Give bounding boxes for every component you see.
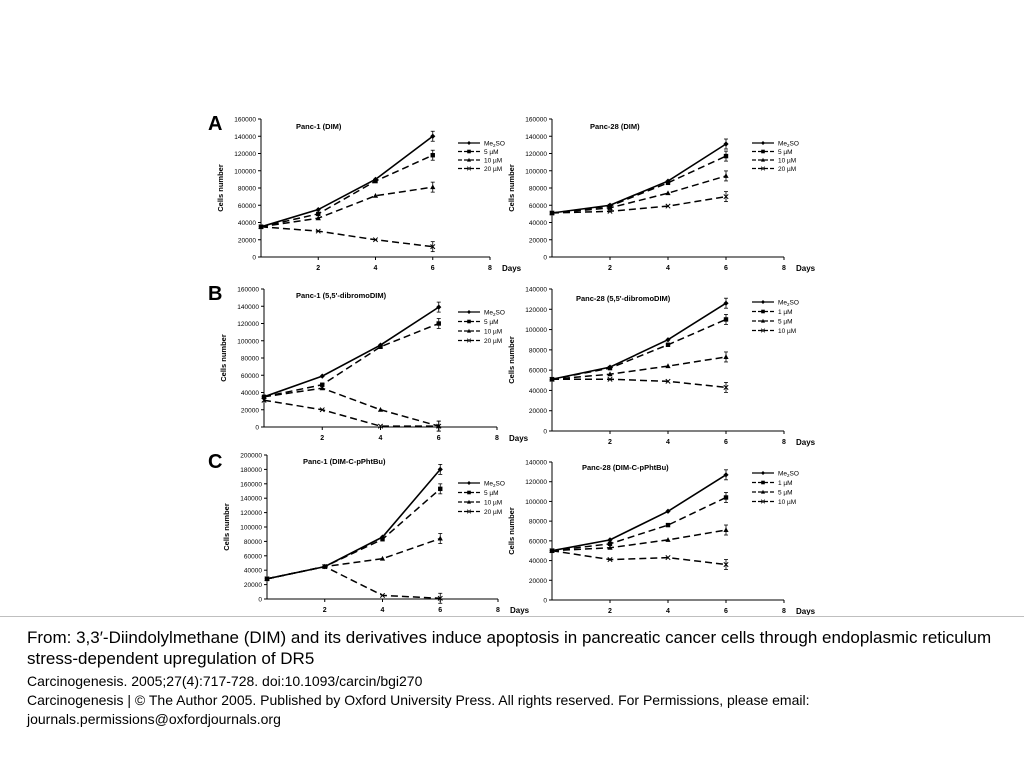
caption-rights: Carcinogenesis | © The Author 2005. Published by Oxford University Press. All rights reserved. For Permissions, please email: journals.permissions@oxfordjournals.org — [27, 692, 810, 727]
panel-5-legend-label-4: 20 µM — [484, 508, 503, 516]
panel-1-series-line-4 — [261, 227, 433, 247]
panel-5-y-tick-label: 100000 — [240, 524, 262, 532]
panel-6-x-tick-label: 6 — [724, 608, 728, 615]
panel-3-series-point-2 — [378, 345, 382, 349]
panel-6-legend-label-3: 5 µM — [778, 489, 793, 497]
panel-2-legend-label-1: $Me_2SO$ — [778, 140, 799, 148]
panel-3-x-tick-label: 6 — [436, 435, 441, 442]
panel-5-legend-label-3: 10 µM — [484, 499, 503, 507]
panel-4-series-line-3 — [552, 357, 726, 379]
panel-5-y-tick-label: 180000 — [240, 466, 262, 474]
panel-6-legend-label-1: $Me_2SO$ — [778, 470, 799, 478]
panel-2-y-tick-label: 160000 — [525, 116, 547, 124]
panel-2-series-point-2 — [666, 181, 670, 185]
panel-2-legend-label-2: 5 µM — [778, 148, 793, 156]
panel-2-y-tick-label: 20000 — [528, 237, 547, 245]
panel-2-series-line-1 — [552, 144, 726, 213]
panel-letter-C: C — [208, 451, 223, 473]
panel-5-x-label: Days — [510, 606, 530, 615]
panel-5-y-tick-label: 20000 — [243, 582, 262, 590]
panel-4-series-line-4 — [552, 379, 726, 387]
panel-2-y-tick-label: 0 — [543, 254, 547, 262]
panel-5-x-tick-label: 6 — [438, 607, 443, 614]
panel-6-x-label: Days — [796, 607, 816, 615]
panel-6-y-tick-label: 100000 — [525, 498, 547, 506]
panel-2-x-label: Days — [796, 264, 816, 273]
panel-5-x-tick-label: 4 — [380, 607, 385, 614]
panel-2-x-tick-label: 4 — [666, 265, 670, 272]
panel-3-title: Panc-1 (5,5'-dibromoDIM) — [296, 291, 387, 300]
panel-4-legend-label-3: 5 µM — [778, 318, 793, 326]
panel-1-y-label: Cells number — [216, 164, 225, 212]
panel-2-x-tick-label: 8 — [782, 265, 786, 272]
panel-1-x-tick-label: 4 — [373, 265, 378, 272]
panel-4-y-tick-label: 140000 — [525, 286, 547, 294]
panel-5-y-label: Cells number — [222, 503, 231, 551]
panel-2-title: Panc-28 (DIM) — [590, 122, 640, 131]
panel-3-legend-label-3: 10 µM — [484, 328, 503, 336]
panel-3-series-line-3 — [264, 388, 439, 426]
panel-3-y-label: Cells number — [219, 334, 228, 382]
panel-6-legend-marker-2 — [761, 481, 765, 485]
panel-4-y-tick-label: 60000 — [528, 367, 547, 375]
panel-2-x-tick-label: 6 — [724, 265, 728, 272]
caption-divider — [0, 616, 1024, 617]
panel-3-y-tick-label: 80000 — [240, 355, 259, 363]
panel-5-y-tick-label: 60000 — [243, 553, 262, 561]
panel-2-legend-marker-1 — [761, 141, 765, 145]
panel-2-series-point-3 — [665, 190, 670, 195]
panel-3-y-tick-label: 120000 — [237, 321, 259, 328]
panel-4-x-tick-label: 6 — [724, 439, 728, 446]
panel-5-x-tick-label: 2 — [322, 607, 327, 614]
panel-4-y-tick-label: 80000 — [528, 347, 547, 355]
panel-4-x-tick-label: 4 — [666, 439, 670, 446]
panel-1-y-tick-label: 40000 — [237, 220, 256, 227]
panel-5-y-tick-label: 160000 — [240, 481, 262, 489]
panel-5-y-tick-label: 140000 — [240, 495, 262, 503]
panel-4-title: Panc-28 (5,5'-dibromoDIM) — [576, 294, 671, 303]
panel-2-y-tick-label: 40000 — [528, 220, 547, 227]
panel-6-x-tick-label: 2 — [608, 608, 612, 615]
panel-2-legend-label-3: 10 µM — [778, 157, 797, 165]
panel-1-y-tick-label: 140000 — [234, 133, 256, 141]
panel-2-y-tick-label: 100000 — [525, 168, 547, 176]
panel-3-x-tick-label: 2 — [320, 435, 325, 442]
panel-3-series-line-4 — [264, 400, 439, 426]
panel-3-legend-marker-1 — [467, 310, 471, 314]
panel-1-series-line-1 — [261, 136, 433, 227]
panel-5-y-tick-label: 40000 — [243, 567, 262, 575]
panel-3-y-tick-label: 140000 — [237, 303, 259, 311]
panel-1-legend-label-4: 20 µM — [484, 165, 503, 173]
panel-5-series-point-2 — [380, 537, 384, 541]
panel-3-x-label: Days — [509, 434, 529, 443]
panel-5-legend-marker-2 — [467, 491, 471, 495]
panel-6-y-tick-label: 140000 — [525, 459, 547, 467]
panel-4-y-tick-label: 100000 — [525, 327, 547, 335]
caption-title: From: 3,3′-Diindolylmethane (DIM) and its derivatives induce apoptosis in pancreatic cancer cells through endoplasmic reticulum stress-dependent upregulation of DR5 — [27, 628, 992, 668]
panel-6-series-line-2 — [552, 497, 726, 550]
panel-3-y-tick-label: 160000 — [237, 286, 259, 294]
panel-2-y-tick-label: 120000 — [525, 151, 547, 158]
panel-1-y-tick-label: 160000 — [234, 116, 256, 124]
panel-4-x-tick-label: 2 — [608, 439, 612, 446]
panel-6-series-line-1 — [552, 475, 726, 551]
panel-1-x-tick-label: 8 — [488, 265, 492, 272]
panel-2-y-tick-label: 60000 — [528, 202, 547, 210]
panel-5-y-tick-label: 200000 — [240, 452, 262, 460]
panel-1-legend-marker-1 — [467, 141, 471, 145]
panel-4-legend-label-1: $Me_2SO$ — [778, 299, 799, 307]
panel-1-y-tick-label: 20000 — [237, 237, 256, 245]
panel-5-legend-label-2: 5 µM — [484, 489, 499, 497]
panel-5-x-tick-label: 8 — [496, 607, 500, 614]
panel-3-y-tick-label: 60000 — [240, 372, 259, 380]
panel-2-legend-marker-2 — [761, 150, 765, 154]
panel-3-series-line-1 — [264, 307, 439, 397]
panel-5-legend-marker-1 — [467, 481, 471, 485]
panel-1-x-label: Days — [502, 264, 522, 273]
panel-3-series-point-3 — [378, 407, 383, 412]
panel-5-series-line-2 — [267, 489, 440, 579]
panel-4-series-point-2 — [608, 366, 612, 370]
panel-1-legend-label-1: $Me_2SO$ — [484, 140, 505, 148]
panel-6-y-label: Cells number — [507, 507, 516, 555]
panel-4-y-tick-label: 120000 — [525, 306, 547, 314]
panel-3-y-tick-label: 20000 — [240, 407, 259, 415]
panel-4-series-line-1 — [552, 303, 726, 379]
caption-citation: Carcinogenesis. 2005;27(4):717-728. doi:10.1093/carcin/bgi270 — [27, 673, 423, 689]
panel-1-y-tick-label: 100000 — [234, 168, 256, 176]
panel-4-x-tick-label: 8 — [782, 439, 786, 446]
panel-3-legend-label-1: $Me_2SO$ — [484, 309, 505, 317]
panel-3-y-tick-label: 40000 — [240, 390, 259, 397]
panel-3-x-tick-label: 4 — [378, 435, 383, 442]
panel-5-series-line-4 — [267, 567, 440, 599]
panel-4-series-point-2 — [666, 343, 670, 347]
panel-2-y-tick-label: 140000 — [525, 133, 547, 141]
panel-5-legend-label-1: $Me_2SO$ — [484, 480, 505, 488]
panel-6-title: Panc-28 (DIM-C-pPhtBu) — [582, 463, 669, 472]
panel-2-x-tick-label: 2 — [608, 265, 612, 272]
panel-1-legend-marker-2 — [467, 150, 471, 154]
panel-6-y-tick-label: 120000 — [525, 479, 547, 487]
panel-6-y-tick-label: 80000 — [528, 518, 547, 526]
panel-5-title: Panc-1 (DIM-C-pPhtBu) — [303, 457, 386, 466]
panel-4-legend-marker-1 — [761, 300, 765, 304]
panel-1-y-tick-label: 120000 — [234, 151, 256, 158]
panel-3-legend-label-2: 5 µM — [484, 318, 499, 326]
panel-4-y-tick-label: 40000 — [528, 387, 547, 395]
panel-6-y-tick-label: 20000 — [528, 577, 547, 585]
panel-1-y-tick-label: 60000 — [237, 202, 256, 210]
panel-1-legend-label-3: 10 µM — [484, 157, 503, 165]
panel-1-x-tick-label: 6 — [430, 265, 435, 272]
panel-3-x-tick-label: 8 — [495, 435, 499, 442]
panel-4-y-tick-label: 20000 — [528, 408, 547, 416]
panel-2-series-line-2 — [552, 156, 726, 213]
panel-4-y-label: Cells number — [507, 336, 516, 384]
panel-4-x-label: Days — [796, 438, 816, 447]
panel-3-legend-marker-2 — [467, 320, 471, 324]
panel-6-legend-marker-1 — [761, 471, 765, 475]
panel-1-legend-label-2: 5 µM — [484, 148, 499, 156]
panel-3-y-tick-label: 0 — [255, 424, 259, 432]
panel-1-series-point-2 — [373, 179, 377, 183]
panel-letter-A: A — [208, 113, 223, 135]
panel-4-legend-label-2: 1 µM — [778, 308, 793, 316]
panel-6-legend-label-4: 10 µM — [778, 498, 797, 506]
panel-6-series-point-2 — [666, 523, 670, 527]
panel-1-series-line-2 — [261, 155, 433, 227]
panel-5-y-tick-label: 120000 — [240, 510, 262, 518]
panel-6-legend-label-2: 1 µM — [778, 479, 793, 487]
panel-6-y-tick-label: 0 — [543, 597, 547, 605]
panel-1-y-tick-label: 80000 — [237, 185, 256, 193]
panel-2-y-label: Cells number — [507, 164, 516, 212]
panel-4-legend-label-4: 10 µM — [778, 327, 797, 335]
panel-3-y-tick-label: 100000 — [237, 338, 259, 346]
panel-3-legend-label-4: 20 µM — [484, 337, 503, 345]
panel-2-y-tick-label: 80000 — [528, 185, 547, 193]
panel-6-y-tick-label: 60000 — [528, 538, 547, 546]
panel-6-series-line-4 — [552, 551, 726, 565]
panel-6-x-tick-label: 4 — [666, 608, 670, 615]
panel-4-series-line-2 — [552, 319, 726, 379]
caption — [27, 627, 1007, 729]
panel-1-title: Panc-1 (DIM) — [296, 122, 342, 131]
panel-1-y-tick-label: 0 — [252, 254, 256, 262]
panel-2-legend-label-4: 20 µM — [778, 165, 797, 173]
panel-6-x-tick-label: 8 — [782, 608, 786, 615]
panel-1-x-tick-label: 2 — [316, 265, 321, 272]
panel-4-legend-marker-2 — [761, 310, 765, 314]
panel-5-y-tick-label: 0 — [258, 596, 262, 604]
panel-6-y-tick-label: 40000 — [528, 558, 547, 566]
panel-5-y-tick-label: 80000 — [243, 538, 262, 546]
panel-letter-B: B — [208, 283, 223, 305]
panel-4-y-tick-label: 0 — [543, 428, 547, 436]
